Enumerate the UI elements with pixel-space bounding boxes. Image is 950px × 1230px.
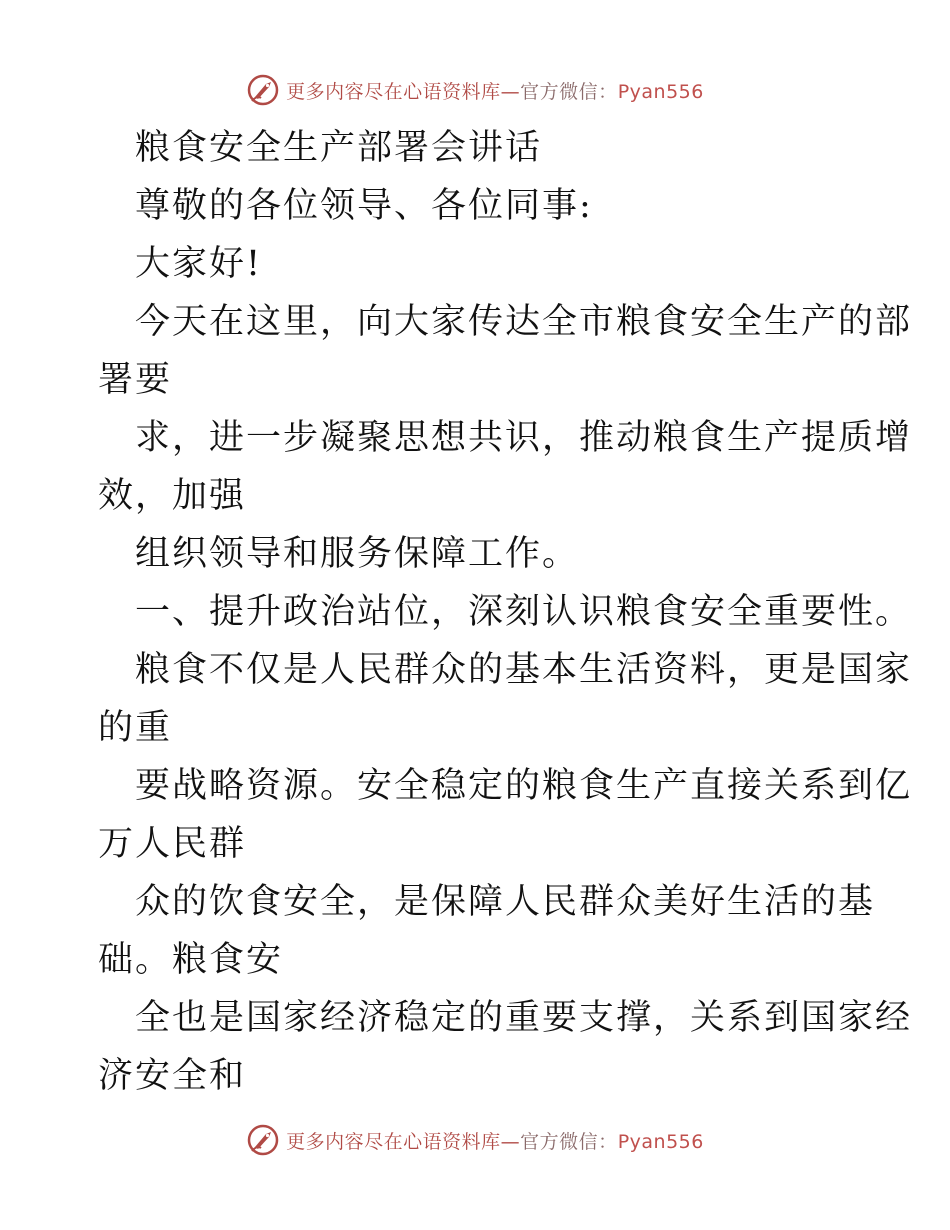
watermark-wechat-label: 官方微信： bbox=[520, 80, 618, 103]
watermark-brand: 更多内容尽在心语资料库 bbox=[286, 1130, 501, 1153]
watermark-wechat-label: 官方微信： bbox=[520, 1130, 618, 1153]
paragraph-line: 组织领导和服务保障工作。 bbox=[135, 534, 580, 574]
paragraph-line: 础。粮食安 bbox=[98, 940, 284, 980]
watermark-text bbox=[286, 77, 704, 104]
paragraph-line: 众的饮食安全，是保障人民群众美好生活的基 bbox=[135, 882, 876, 922]
paragraph-line: 效，加强 bbox=[98, 476, 247, 516]
watermark-brand: 更多内容尽在心语资料库 bbox=[286, 80, 501, 103]
paragraph-line: 求，进一步凝聚思想共识，推动粮食生产提质增 bbox=[135, 418, 913, 458]
document-title: 粮食安全生产部署会讲话 bbox=[135, 128, 543, 168]
watermark-wechat-id: Pyan556 bbox=[617, 1130, 704, 1153]
watermark-wechat-id: Pyan556 bbox=[617, 80, 704, 103]
pen-nib-logo-icon bbox=[246, 1123, 280, 1157]
pen-nib-logo-icon bbox=[246, 73, 280, 107]
salutation-line: 尊敬的各位领导、各位同事: bbox=[135, 186, 593, 226]
paragraph-line: 的重 bbox=[98, 708, 173, 748]
footer-watermark bbox=[0, 1120, 950, 1160]
header-watermark bbox=[0, 70, 950, 110]
greeting-line: 大家好! bbox=[135, 244, 263, 284]
paragraph-line: 全也是国家经济稳定的重要支撑，关系到国家经 bbox=[135, 998, 913, 1038]
paragraph-line: 济安全和 bbox=[98, 1056, 247, 1096]
watermark-dash: — bbox=[500, 1130, 521, 1153]
watermark-text bbox=[286, 1127, 704, 1154]
paragraph-line: 今天在这里，向大家传达全市粮食安全生产的部 bbox=[135, 302, 913, 342]
section-heading: 一、提升政治站位，深刻认识粮食安全重要性。 bbox=[135, 592, 913, 632]
paragraph-line: 万人民群 bbox=[98, 824, 247, 864]
paragraph-line: 粮食不仅是人民群众的基本生活资料，更是国家 bbox=[135, 650, 913, 690]
watermark-dash: — bbox=[500, 80, 521, 103]
paragraph-line: 要战略资源。安全稳定的粮食生产直接关系到亿 bbox=[135, 766, 913, 806]
paragraph-line: 署要 bbox=[98, 360, 173, 400]
